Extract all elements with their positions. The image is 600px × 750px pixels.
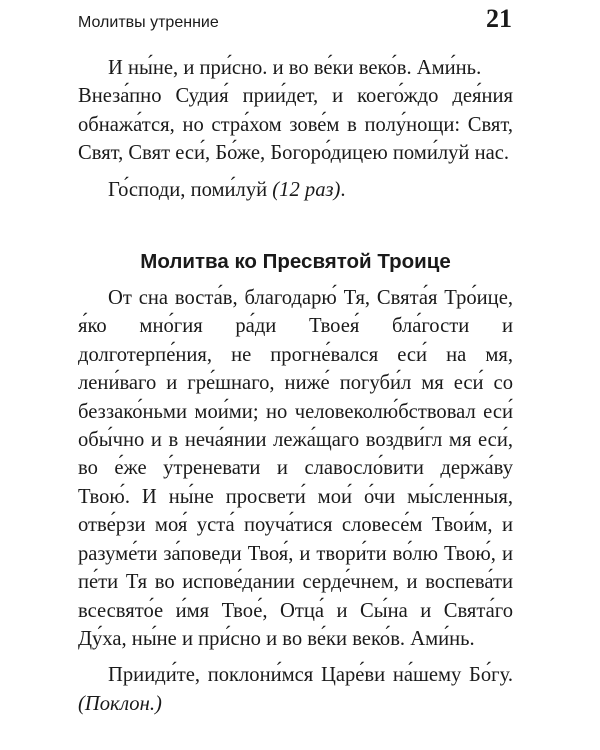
repeat-count-note: (12 раз) (272, 178, 341, 201)
verse-judge: Внеза́пно Судия́ прии́дет, и коего́ждо дея́ния обнажа́тся, но стра́хом зове́м в полу́нощи: Свят, Свят, Свят еси́, Бо́же, Богоро́дицею поми́луй нас. (78, 85, 513, 165)
page-header (78, 4, 512, 34)
verse-lord-have-mercy (78, 176, 513, 204)
closing-verse (78, 661, 513, 718)
lord-have-mercy-text: Го́споди, поми́луй (108, 178, 273, 201)
bow-note: (Поклон.) (78, 692, 162, 715)
period: . (340, 178, 346, 201)
verse-amen: И ны́не, и при́сно. и во ве́ки веко́в. Ами́нь. (108, 57, 482, 79)
running-title: Молитвы утренние (78, 14, 219, 31)
prayer-title: Молитва ко Пресвятой Троице (140, 250, 451, 274)
page-body (78, 54, 513, 718)
closing-verse-text: Прииди́те, поклони́мся Царе́ви на́шему Бо́гу. (108, 664, 513, 687)
prayer-text: От сна воста́в, благодарю́ Тя, Свята́я Тро́ице, я́ко мно́гия ра́ди Твоея́ бла́гости и долготерпе́ния, не прогне́вался еси́ на мя, лени́ваго и гре́шнаго, ниже́ погуби́л мя еси́ со беззако́ньми мои́ми; но человеколю́бствовал еси́ обы́чно и в неча́янии лежа́щаго воздви́гл мя еси́, во е́же у́треневати и славосло́вити держа́ву Твою́. И ны́не просвети́ мои́ о́чи мы́сленныя, отве́рзи моя́ уста́ поуча́тися словесе́м Твои́м, и разуме́ти за́поведи Твоя́, и твори́ти во́лю Твою́, и пе́ти Тя во испове́дании серде́чнем, и воспева́ти всесвято́е и́мя Твое́, Отца́ и Сы́на и Свята́го Ду́ха, ны́не и при́сно и во ве́ки веко́в. Ами́нь. (78, 287, 513, 650)
page-number: 21 (486, 4, 512, 33)
